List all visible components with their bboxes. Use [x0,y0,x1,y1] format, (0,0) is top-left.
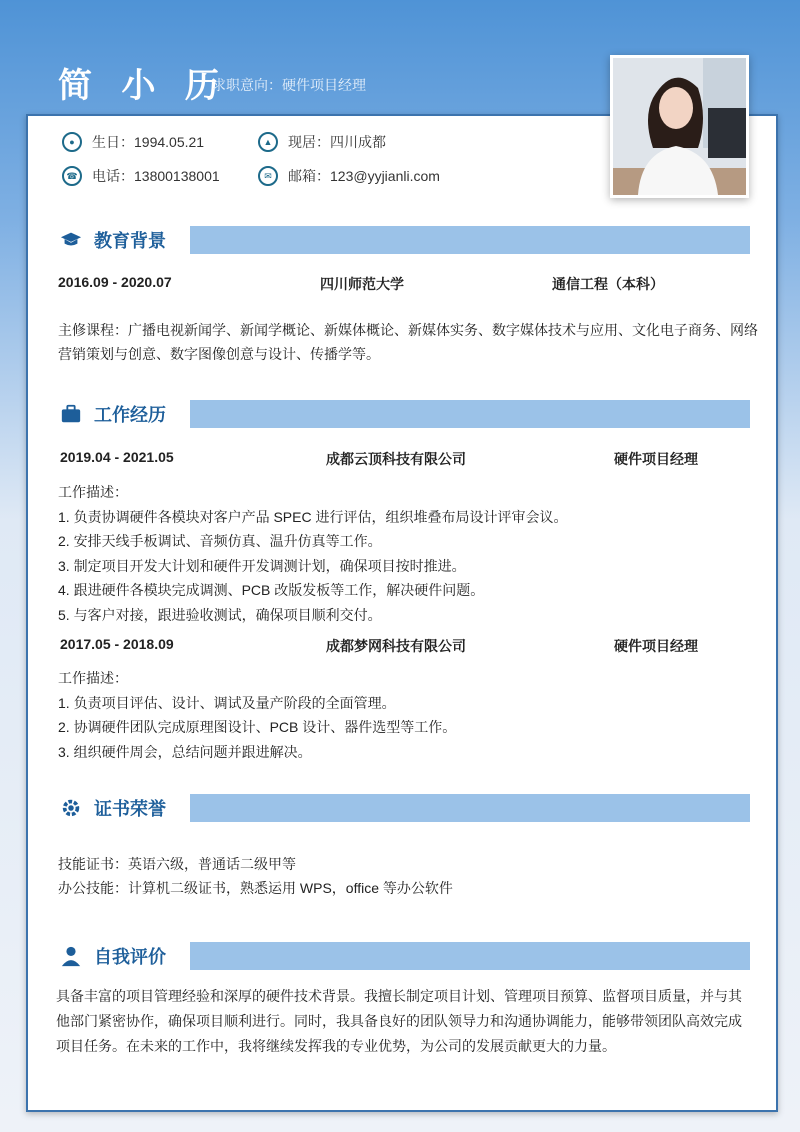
gear-icon [60,797,82,819]
phone-icon: ☎ [62,166,82,186]
self-header: 自我评价 [60,942,750,970]
job-description: 工作描述： 1. 负责协调硬件各模块对客户产品 SPEC 进行评估，组织堆叠布局设计评审会议。 2. 安排天线手板调试、音频仿真、温升仿真等工作。 3. 制定项目开发大计划和硬件开发调测计划，确保项目按时推进。 4. 跟进硬件各模块完成调测、PCB 改版发板等工作，解决硬件问题。 5. 与客户对接，跟进验收测试，确保项目顺利交付。 [58,484,568,623]
resume-name: 简 小 历 [58,67,229,105]
birthday-info: ● 生日：1994.05.21 [62,132,204,152]
office-skill: 办公技能：计算机二级证书，熟悉运用 WPS，office 等办公软件 [58,880,453,896]
person-icon: ● [62,132,82,152]
home-icon: ▲ [258,132,278,152]
residence-info: ▲ 现居：四川成都 [258,132,386,152]
profile-photo [610,55,749,198]
phone-info: ☎ 电话：13800138001 [62,166,220,186]
graduation-cap-icon [60,229,82,251]
education-header: 教育背景 [60,226,750,254]
education-courses: 主修课程：广播电视新闻学、新闻学概论、新媒体概论、新媒体实务、数字媒体技术与应用、文化电子商务、网络营销策划与创意、数字图像创意与设计、传播学等。 [58,322,758,362]
work-header: 工作经历 [60,400,750,428]
job-description: 工作描述： 1. 负责项目评估、设计、调试及量产阶段的全面管理。 2. 协调硬件团队完成原理图设计、PCB 设计、器件选型等工作。 3. 组织硬件周会，总结问题并跟进解决。 [58,670,457,760]
certs-header: 证书荣誉 [60,794,750,822]
person-icon [60,945,82,967]
mail-icon: ✉ [258,166,278,186]
skill-cert: 技能证书：英语六级，普通话二级甲等 [58,856,296,872]
email-info: ✉ 邮箱：123@yyjianli.com [258,166,440,186]
job-target: 求职意向：硬件项目经理 [212,77,366,93]
briefcase-icon [60,403,82,425]
self-evaluation: 具备丰富的项目管理经验和深厚的硬件技术背景。我擅长制定项目计划、管理项目预算、监督项目质量，并与其他部门紧密协作，确保项目顺利进行。同时，我具备良好的团队领导力和沟通协调能力，能够带领团队高效完成项目任务。在未来的工作中，我将继续发挥我的专业优势，为公司的发展贡献更大的力量。 [56,988,742,1054]
